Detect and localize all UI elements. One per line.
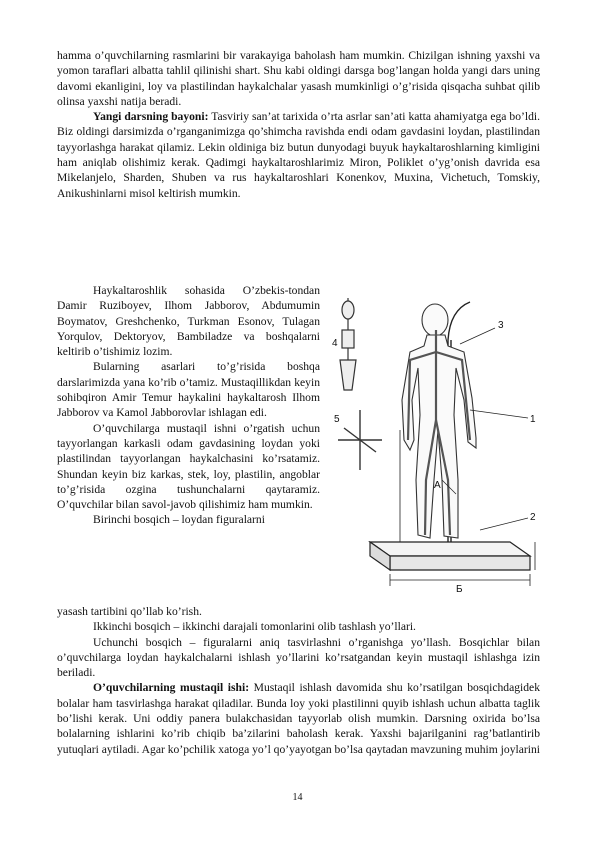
label-b: Б — [456, 584, 463, 595]
new-topic-text: Tasviriy san’at tarixida o’rta asrlar san’ati katta ahamiyatga ega bo’ldi. Biz oldingi darsimizda o’rganganimizga qo’shimcha ravishda endi odam gavdasini loydan, plastilindan tayyorlashga harakat qilamiz. Lekin oldiniga biz butun dunyodagi buyuk haykaltaroshlarning kimligini ham aniqlab olishimiz kerak. Qadimgi haykaltaroshlarimiz Miron, Poliklet o’yg’onish davrida esa Mikelanjelo, Sharden, Shuben va rus haykaltaroshlari Konenkov, Muxina, Vichetuch, Tomskiy, Anikushinlarni misol keltirish mumkin. — [57, 110, 540, 200]
stage-one-continuation: yasash tartibini qo’llab ko’rish. — [57, 605, 202, 618]
label-2: 2 — [530, 512, 536, 523]
body-text-bottom — [57, 604, 540, 757]
stage-one-paragraph: Birinchi bosqich – loydan figuralarni — [93, 513, 265, 527]
page-number: 14 — [292, 792, 303, 803]
demo-paragraph: O’quvchilarga mustaqil ishni o’rgatish uchun tayyorlangan karkasli odam gavdasining loydan yoki plastilindan tayyorlangan haykalchasini ko’rsatamiz. Shundan keyin biz karkas, stek, loy, plastilin, angoblar to’g’risida ozgina tushunchalarni qaytaramiz. O’quvchilar bilan savol-javob qilishimiz ham mumkin. — [57, 421, 320, 512]
works-paragraph: Bularning asarlari to’g’risida boshqa darslarimizda yana ko’rib o’tamiz. Mustaqillikdan keyin sohibqiron Amir Temur haykalini haykaltarosh Ilhom Jabborov va Kamol Jabborovlar ishlagan edi. — [57, 360, 320, 420]
intro-paragraph: hamma o’quvchilarning rasmlarini bir varakayiga baholash ham mumkin. Chizilgan ishning yaxshi va yomon taraflari albatta tahlil qilinishi shart. Shu kabi oldingi darsga bog’langan holda yangi dars uning davomi ekanligini, loy va plastilindan haykalchalar yasash mumkinligi o’g’risida qisqacha suhbat qilib olinsa yaxshi natija beradi. — [57, 49, 540, 108]
label-a: A — [434, 480, 441, 491]
base-board — [370, 542, 530, 570]
sculptors-paragraph: Haykaltaroshlik sohasida O’zbekis-tondan Damir Ruziboyev, Ilhom Jabborov, Abdumumin Boymatov, Greshchenko, Turkman Esonov, Tulagan Yorqulov, Dektoryov, Bambiladze va boshqalarni keltirib o’tishimiz lozim. — [57, 284, 320, 359]
new-topic-paragraph — [57, 109, 540, 201]
independent-work-heading: O’quvchilarning mustaqil ishi: — [93, 681, 250, 695]
independent-work-text: Mustaqil ishlash davomida shu ko’rsatilgan bosqichdagidek bolalar ham tasvirlashga harakat qiladilar. Bunda loy yoki plastilinni quyib ishlash uchun albatta taglik bo’lishi kerak. Uni oddiy panera bulakchasidan tayyorlab olish mumkin. Darsning oxirida bo’lsa bolalarning ishlarini ko’rib chiqib ba’zilarini baholash kerak. Yaxshi bajarilganini rag’batlantirib yutuqlari aytiladi. Agar ko’pchilik xatoga yo’l qo’yayotgan bo’lsa qaytadan mavzuning muhim joylarini — [57, 681, 540, 756]
stage-two-paragraph: Ikkinchi bosqich – ikkinchi darajali tomonlarini olib tashlash yo’llari. — [93, 620, 416, 634]
label-3: 3 — [498, 320, 504, 331]
armature-figure-illustration — [330, 280, 544, 602]
label-4: 4 — [332, 338, 338, 349]
new-topic-heading: Yangi darsning bayoni: — [93, 110, 209, 124]
body-text-top — [57, 48, 540, 201]
stage-three-paragraph: Uchunchi bosqich – figuralarni aniq tasvirlashni o’rganishga yo’llash. Bosqichlar bilan o’quvchilarga loydan haykalchalarni ishlash yo’llarini ko’rsatgandan keyin mustaqil ishlashga izin beriladi. — [57, 635, 540, 680]
hanging-tools — [340, 298, 356, 390]
text-column — [57, 283, 320, 528]
label-1: 1 — [530, 414, 536, 425]
label-5: 5 — [334, 414, 340, 425]
independent-work-paragraph — [57, 680, 540, 756]
